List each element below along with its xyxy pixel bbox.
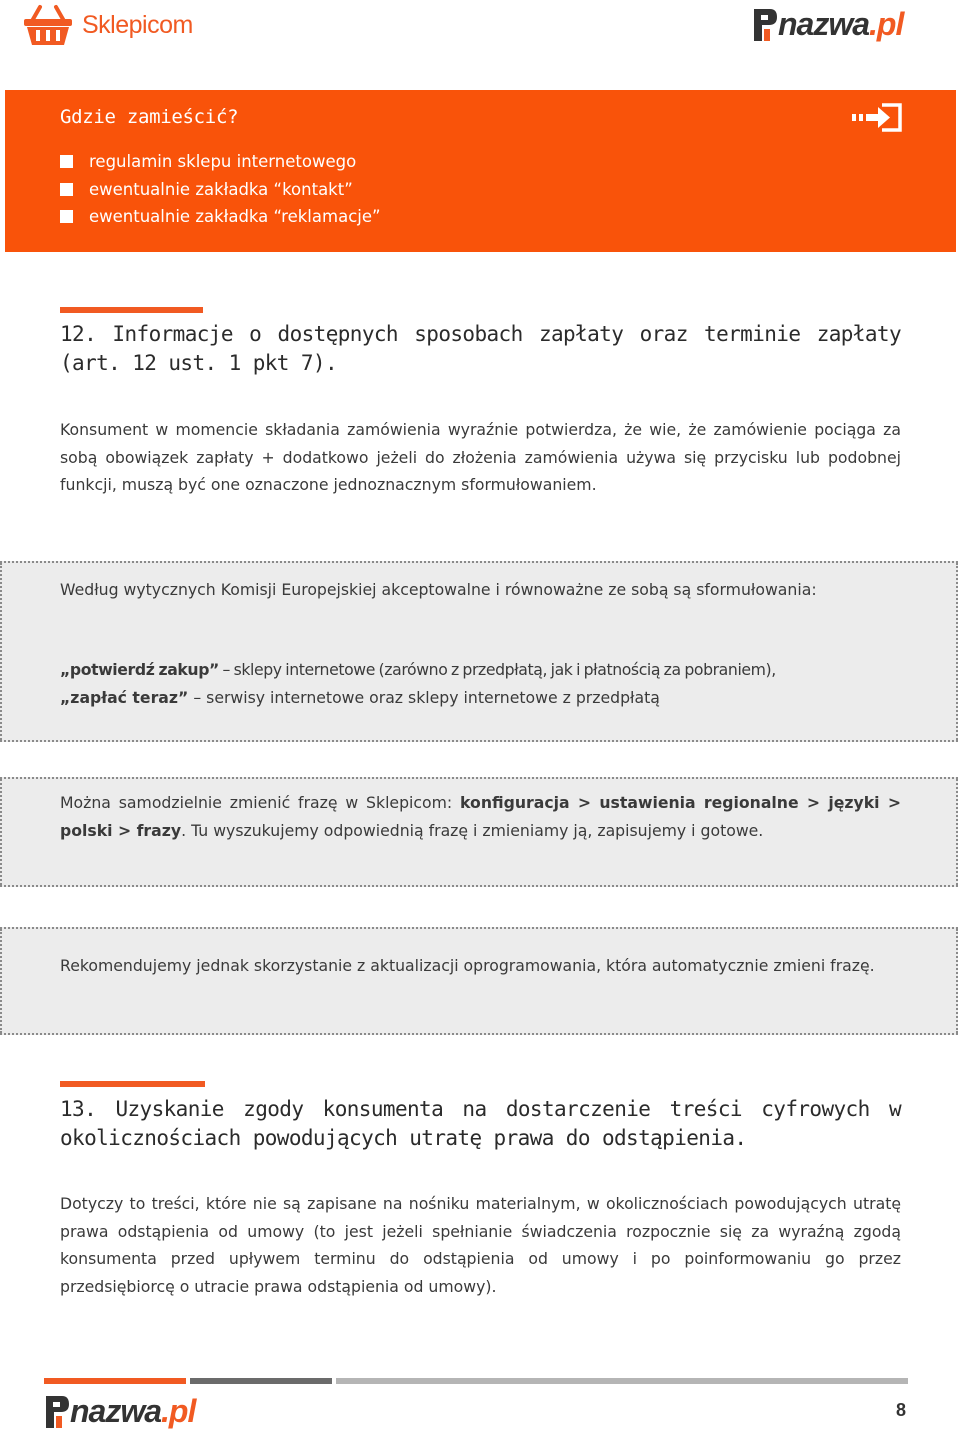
guidelines-intro: Według wytycznych Komisji Europejskiej akceptowalne i równoważne ze sobą są sformułowania: (60, 580, 817, 599)
exit-arrow-icon (852, 103, 902, 133)
list-item: ewentualnie zakładka “kontakt” (60, 176, 381, 204)
phrase-2-bold: „zapłać teraz” (60, 688, 189, 707)
square-bullet-icon (60, 210, 73, 223)
footer-logo-main: nazwa (70, 1393, 162, 1429)
square-bullet-icon (60, 183, 73, 196)
page-number: 8 (896, 1400, 907, 1420)
footer-logo-ext: .pl (161, 1393, 196, 1429)
section-12-paragraph: Konsument w momencie składania zamówienia wyraźnie potwierdza, że wie, że zamówienie pociąga za sobą obowiązek zapłaty + dodatkowo jeżeli do złożenia zamówienia używa się przycisku lub podobnej funkcji, muszą być one oznaczone jednoznacznym sformułowaniem. (60, 420, 901, 494)
square-bullet-icon (60, 155, 73, 168)
footer-bar-orange (44, 1378, 186, 1384)
nazwa-logo-main: nazwa (778, 6, 870, 42)
nazwa-logo-footer (42, 1393, 195, 1430)
list-item: ewentualnie zakładka “reklamacje” (60, 203, 381, 231)
nazwa-mark-icon (42, 1394, 70, 1430)
settings-path: konfiguracja > ustawienia regionalne > języki > polski > frazy (60, 793, 902, 840)
nazwa-logo-ext: .pl (869, 6, 904, 42)
section-12-heading: 12. Informacje o dostępnych sposobach zapłaty oraz terminie zapłaty (art. 12 ust. 1 pkt 7). (60, 322, 901, 375)
phrase-1-bold: „potwierdź zakup” (60, 660, 219, 679)
footer-bar-light (336, 1378, 908, 1384)
recommendation-box (0, 927, 958, 1035)
basket-icon (22, 3, 74, 47)
sklepicom-logo (22, 2, 193, 48)
list-item: regulamin sklepu internetowego (60, 148, 381, 176)
where-to-place-title: Gdzie zamieścić? (60, 106, 239, 128)
where-to-place-list (60, 148, 381, 231)
section-13-paragraph: Dotyczy to treści, które nie są zapisane na nośniku materialnym, w okolicznościach powodujących utratę prawa odstąpienia od umowy (to jest jeżeli spełnianie świadczenia rozpocznie się za wyraźną zgodą konsumenta przed upływem terminu do odstąpienia od umowy i po poinformowaniu go przez przedsiębiorcę o utracie prawa odstąpienia od umowy). (60, 1194, 901, 1296)
recommendation-text: Rekomendujemy jednak skorzystanie z aktualizacji oprogramowania, która automatycznie zmieni frazę. (60, 956, 875, 975)
section-13-heading: 13. Uzyskanie zgody konsumenta na dostarczenie treści cyfrowych w okolicznościach powodujących utratę prawa do odstąpienia. (60, 1097, 901, 1150)
change-phrase-text: Można samodzielnie zmienić frazę w Sklepicom: konfiguracja > ustawienia regionalne > języki > polski > frazy. Tu wyszukujemy odpowiednią frazę i zmieniamy ją, zapisujemy i gotowe. (60, 793, 902, 840)
section-bar (60, 307, 203, 313)
nazwa-mark-icon (750, 7, 778, 43)
nazwa-logo-header (750, 6, 903, 43)
footer-bar-dark (190, 1378, 332, 1384)
guidelines-phrase-1: „potwierdź zakup” – sklepy internetowe (zarówno z przedpłatą, jak i płatnością za pobraniem), (60, 660, 776, 679)
section-bar (60, 1081, 205, 1087)
guidelines-phrase-2: „zapłać teraz” – serwisy internetowe oraz sklepy internetowe z przedpłatą (60, 688, 660, 707)
sklepicom-logo-text: Sklepicom (82, 10, 193, 39)
